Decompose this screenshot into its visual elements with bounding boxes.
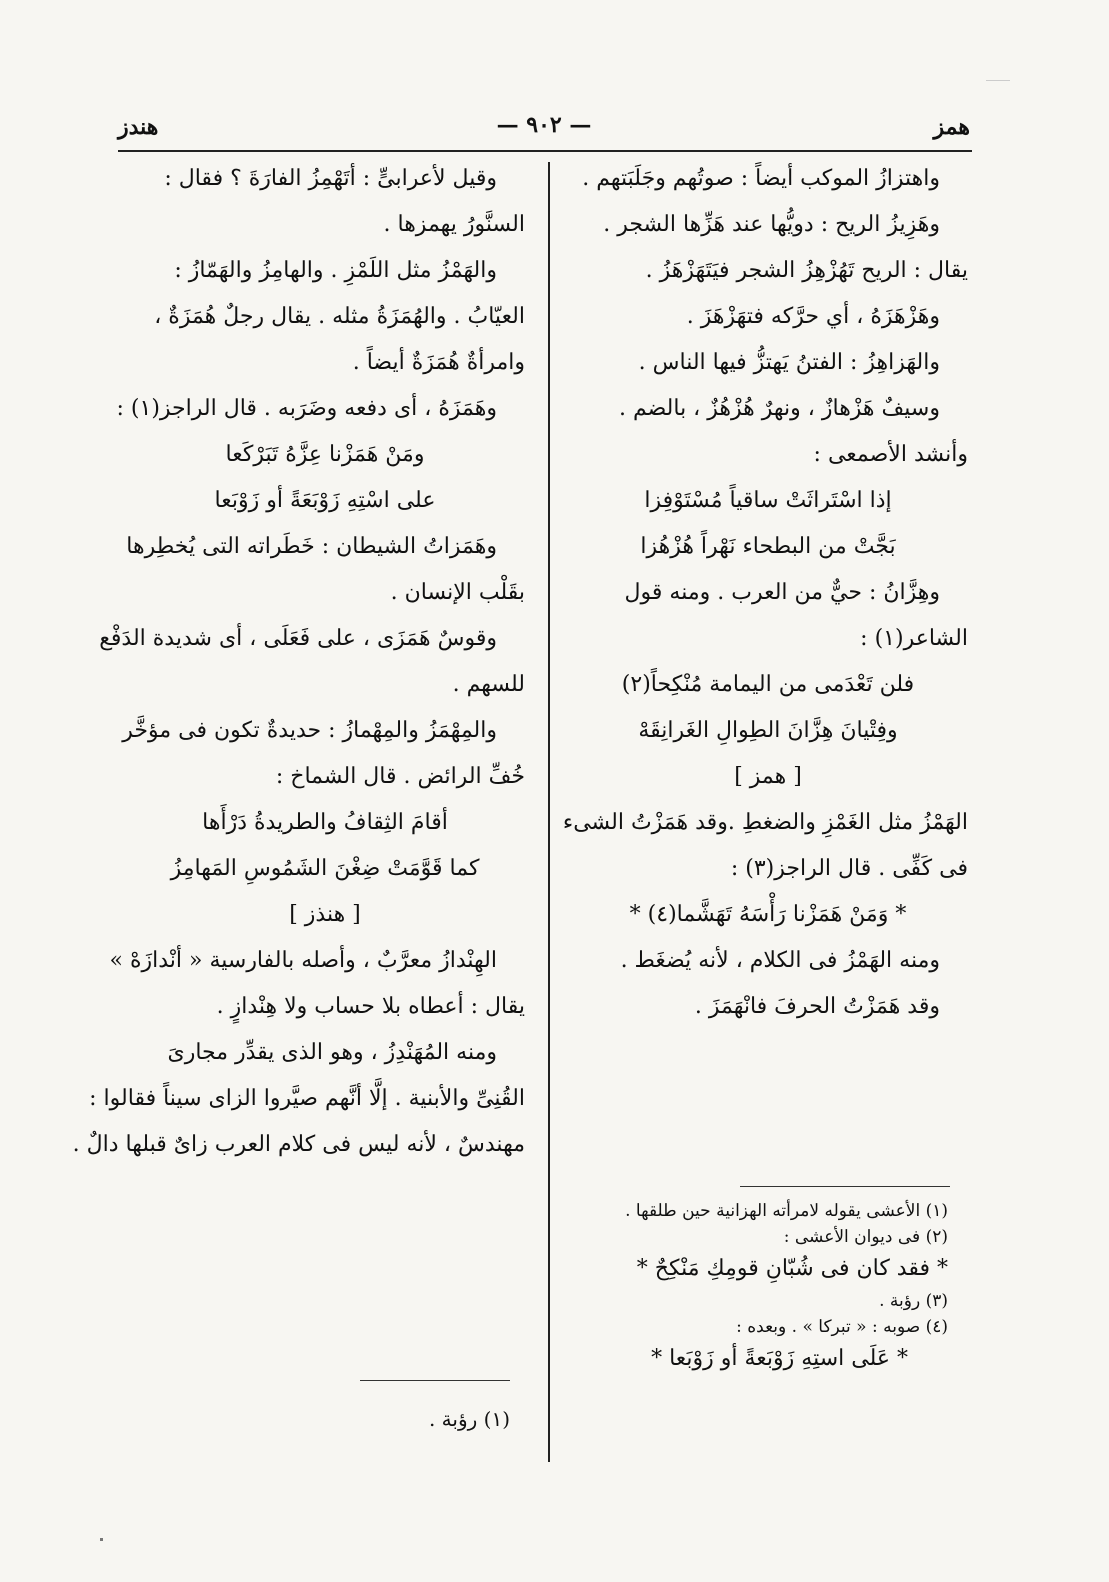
verse-line: فلن تَعْدَمى من اليمامة مُنْكِحاً(٢) [621,672,915,697]
text-line: وقد هَمَزْتُ الحرفَ فانْهَمَزَ . [694,994,940,1019]
page-header [118,108,970,148]
text-line: والهَزاهِزُ : الفتنُ يَهتزُّ فيها الناس . [638,350,940,375]
left-column [72,166,525,1178]
text-line: الشاعر(١) : [860,626,968,651]
text-line: الهَمْزُ مثل الغَمْزِ والضغطِ .وقد هَمَزْتُ الشىء [562,810,968,835]
page-speck [986,80,1010,81]
footnote-rule-right [740,1186,950,1187]
header-rule [118,150,972,152]
text-line: القُنِىِّ والأبنية . إلَّا أنَّهم صيَّروا الزاى سيناً فقالوا : [89,1086,525,1111]
verse-line: بَجَّتْ من البطحاء نَهْراً هُزْهُزا [640,534,896,559]
text-line: والهَمْزُ مثل اللَمْزِ . والهامِزُ والهَمّازُ : [174,258,497,283]
text-line: وهَمَزاتُ الشيطان : خَطَراته التى يُخطِرها [126,534,497,559]
text-line: والمِهْمَزُ والمِهْمازُ : حديدةٌ تكون فى مؤخَّر [122,718,497,743]
verse-line: ومَنْ هَمَزْنا عِزَّهُ تَبَرْكَعا [225,442,425,467]
text-line: وهِزَّانُ : حيٌّ من العرب . ومنه قول [624,580,940,605]
text-line: وهَمَزَهُ ، أى دفعه وضَرَبه . قال الراجز(١) : [116,396,497,421]
text-line: فى كَفِّى . قال الراجز(٣) : [730,856,968,881]
footnote: (٤) صوبه : « تبركا » . وبعده : [736,1317,948,1337]
text-line: وأنشد الأصمعى : [813,442,968,467]
column-divider [548,162,550,1462]
footnote: (١) الأعشى يقوله لامرأته الهزانية حين طلقها . [625,1201,948,1221]
text-line: وهَزِيزُ الريح : دويُّها عند هَزِّها الشجر . [603,212,940,237]
text-line: واهتزازُ الموكب أيضاً : صوتُهم وجَلَبَتهم . [582,166,940,191]
text-line: يقال : الريح تَهُزْهِزُ الشجر فيَتَهَزْهَزُ . [645,258,968,283]
page-speck [100,1538,103,1541]
text-line: ومنه المُهَنْدِزُ ، وهو الذى يقدِّر مجارىَ [167,1040,497,1065]
text-line: ومنه الهَمْزُ فى الكلام ، لأنه يُضغَط . [620,948,940,973]
text-line: للسهم . [452,672,525,697]
footnote: (٢) فى ديوان الأعشى : [783,1227,948,1247]
text-line: السنَّورُ يهمزها . [383,212,525,237]
header-entry-left: هندز [118,114,159,140]
footnote-verse: * عَلَى استِهِ زَوْبَعةً أو زَوْبَعا * [651,1346,908,1371]
entry-heading-hndz: [ هنذز ] [289,902,361,927]
footnote-rule-left [360,1380,510,1381]
entry-heading-hamz: [ همز ] [734,764,802,789]
text-line: بقَلْب الإنسان . [390,580,525,605]
text-line: مهندسٌ ، لأنه ليس فى كلام العرب زاىٌ قبلها دالٌ . [72,1132,525,1157]
text-line: وسيفٌ هَزْهازٌ ، ونهرٌ هُزْهُزٌ ، بالضم . [618,396,940,421]
text-line: يقال : أعطاه بلا حساب ولا هِنْدازٍ . [216,994,525,1019]
verse-line: على اسْتِهِ زَوْبَعَةً أو زَوْبَعا [214,488,436,513]
left-footnotes [300,1408,510,1434]
text-line: وقيل لأعرابىٍّ : أتَهْمِزُ الفارَةَ ؟ فقال : [164,166,497,191]
footnote-verse: * فقد كان فى شُبّانِ قومِكِ مَنْكِحٌ * [636,1256,948,1281]
text-line: وامرأةٌ هُمَزَةٌ أيضاً . [352,350,525,375]
verse-line: كما قَوَّمَتْ ضِغْنَ الشَمُوسِ المَهامِزُ [170,856,480,881]
right-footnotes [568,1200,948,1380]
header-entry-right: همز [933,114,970,140]
page-number: — ٩٠٢ — [496,112,592,138]
footnote: (٣) رؤبة . [879,1291,948,1311]
verse-line: وفِتْيانَ هِزَّانَ الطِوالِ الغَرانِقَهْ [638,718,898,743]
footnote: (١) رؤبة . [428,1407,510,1431]
text-line: الهِنْدازُ معرَّبٌ ، وأصله بالفارسية « أنْدازَهْ » [109,948,497,973]
verse-line: إذا اسْتَراثَتْ ساقياً مُسْتَوْفِزا [644,488,892,513]
verse-line: * وَمَنْ هَمَزْنا رَأْسَهُ تَهَشَّما(٤) * [629,902,907,927]
verse-line: أقامَ الثِقافُ والطريدةُ دَرْأَها [202,810,448,835]
text-line: وقوسٌ هَمَزَى ، على فَعَلَى ، أى شديدة الدَفْع [99,626,497,651]
text-line: وهَزْهَزَهُ ، أي حرَّكه فتهَزْهَزَ . [686,304,940,329]
text-line: العيّابُ . والهُمَزَةُ مثله . يقال رجلٌ هُمَزَةٌ ، [154,304,525,329]
right-column [562,166,968,1040]
text-line: خُفِّ الرائض . قال الشماخ : [275,764,525,789]
